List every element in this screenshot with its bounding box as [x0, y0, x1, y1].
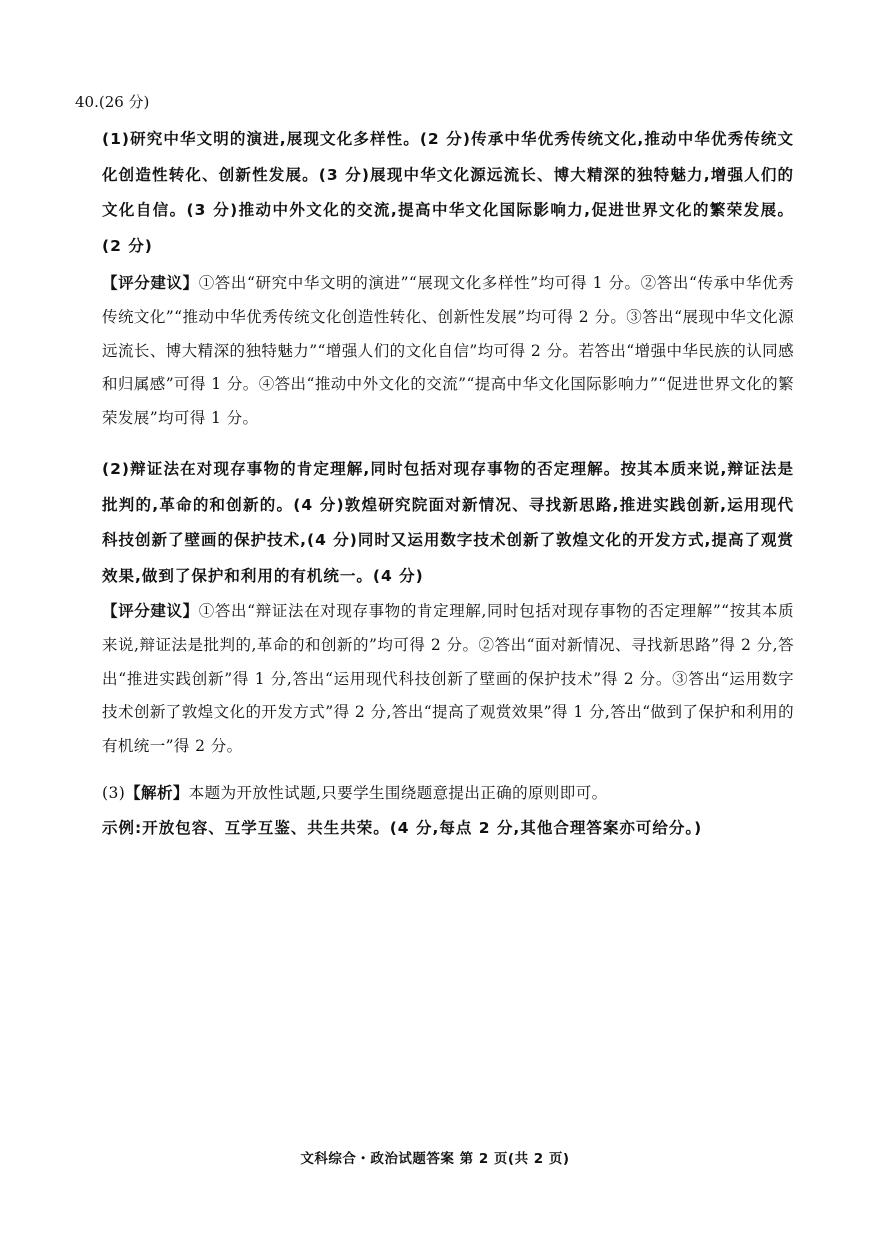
part3-analysis-text: 本题为开放性试题,只要学生围绕题意提出正确的原则即可。 [188, 784, 608, 802]
part3-example-label: 示例: [102, 819, 143, 837]
part1-scoring-tag: 【评分建议】 [102, 274, 199, 292]
part1-scoring-text: ①答出“研究中华文明的演进”“展现文化多样性”均可得 1 分。②答出“传承中华优秀传统文化”“推动中华优秀传统文化创造性转化、创新性发展”均可得 2 分。③答出“展现中华文化源远流长、博大精深的独特魅力”“增强人们的文化自信”均可得 2 分。若答出“增强中华民族的认同感和归属感”可得 1 分。④答出“推动中外文化的交流”“提高中华文化国际影响力”“促进世界文化的繁荣发展”均可得 1 分。 [102, 274, 794, 428]
part3-example [102, 812, 794, 846]
part2-scoring-text: ①答出“辩证法在对现存事物的肯定理解,同时包括对现存事物的否定理解”“按其本质来说,辩证法是批判的,革命的和创新的”均可得 2 分。②答出“面对新情况、寻找新思路”得 2 分,答出“推进实践创新”得 1 分,答出“运用现代科技创新了壁画的保护技术”得 2 分。③答出“运用数字技术创新了敦煌文化的开发方式”得 2 分,答出“提高了观赏效果”得 1 分,答出“做到了保护和利用的有机统一”得 2 分。 [102, 602, 794, 756]
part1-scoring [102, 267, 794, 436]
part3-prefix: (3) [102, 784, 126, 802]
part3-analysis [102, 777, 794, 811]
part2-scoring [102, 595, 794, 764]
page-footer: 文科综合・政治试题答案 第 2 页(共 2 页) [300, 1151, 570, 1167]
part2-scoring-tag: 【评分建议】 [102, 602, 199, 620]
question-header: 40.(26 分) [75, 93, 150, 111]
part3-analysis-tag: 【解析】 [125, 784, 189, 802]
part2-answer: (2)辩证法在对现存事物的肯定理解,同时包括对现存事物的否定理解。按其本质来说,辩证法是批判的,革命的和创新的。(4 分)敦煌研究院面对新情况、寻找新思路,推进实践创新,运用现代科技创新了壁画的保护技术,(4 分)同时又运用数字技术创新了敦煌文化的开发方式,提高了观赏效果,做到了保护和利用的有机统一。(4 分) [102, 460, 794, 585]
part1-answer: (1)研究中华文明的演进,展现文化多样性。(2 分)传承中华优秀传统文化,推动中华优秀传统文化创造性转化、创新性发展。(3 分)展现中华文化源远流长、博大精深的独特魅力,增强人们的文化自信。(3 分)推动中外文化的交流,提高中华文化国际影响力,促进世界文化的繁荣发展。(2 分) [102, 130, 794, 255]
part3-example-text: 开放包容、互学互鉴、共生共荣。(4 分,每点 2 分,其他合理答案亦可给分。) [142, 819, 703, 837]
